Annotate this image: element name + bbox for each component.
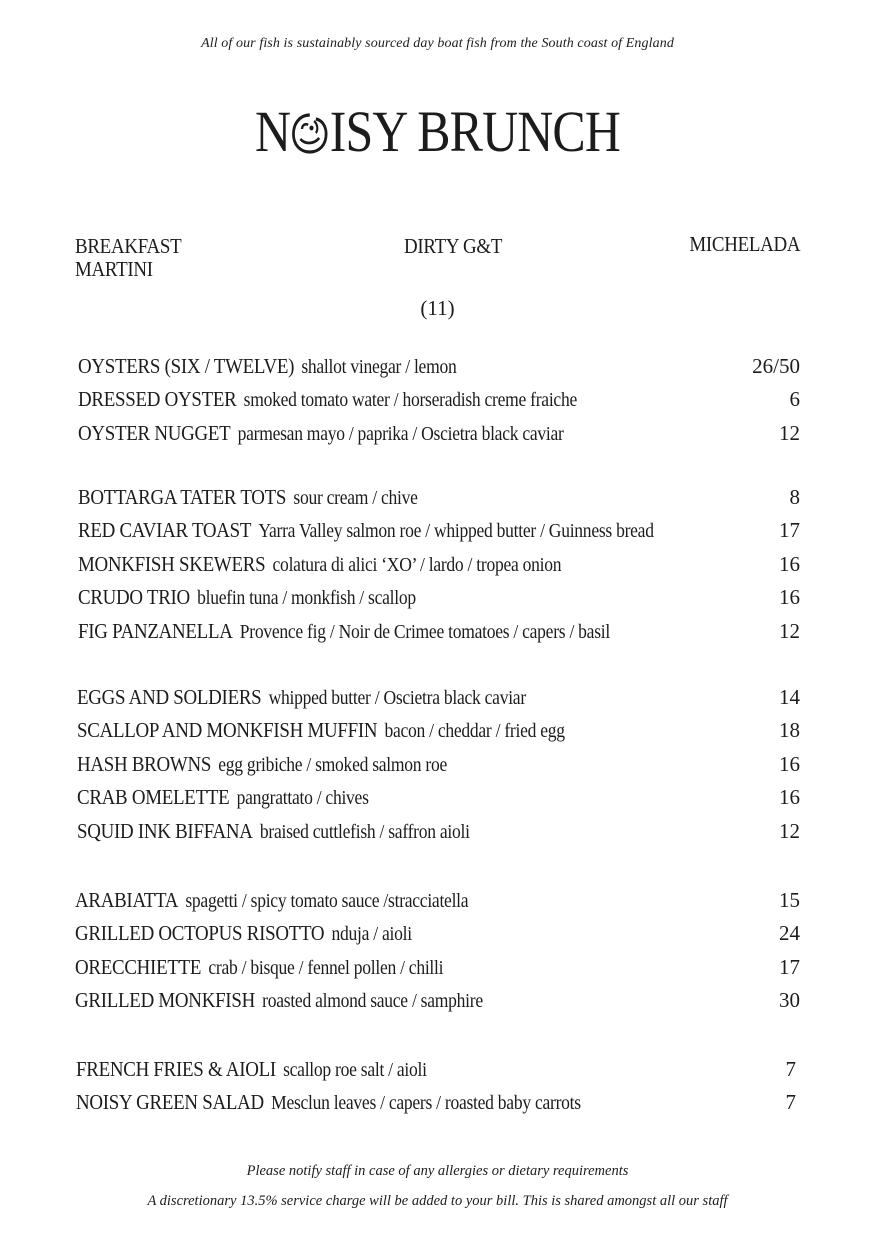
- menu-section-small-plates: [0, 481, 875, 648]
- drink-michelada: MICHELADA: [689, 232, 800, 256]
- menu-row: [0, 481, 875, 514]
- item-price: 12: [779, 818, 800, 843]
- item-name: CRAB OMELETTE: [77, 785, 230, 810]
- drinks-price: (11): [420, 296, 455, 320]
- oyster-logo-icon: [291, 111, 329, 155]
- item-name: OYSTERS (SIX / TWELVE): [78, 354, 295, 378]
- menu-row: [0, 1086, 875, 1119]
- item-description: bacon / cheddar / fried egg: [384, 721, 565, 743]
- service-charge-note: A discretionary 13.5% service charge will be added to your bill. This is shared amongst all our staff: [147, 1193, 728, 1209]
- item-name: ORECCHIETTE: [75, 954, 202, 979]
- menu-row: [0, 884, 875, 917]
- menu-title: [61, 98, 814, 165]
- item-price: 12: [779, 420, 800, 445]
- menu-row: [0, 615, 875, 648]
- menu-row: [0, 748, 875, 781]
- item-price: 7: [785, 1057, 796, 1081]
- menu-section-sides: [0, 1053, 875, 1120]
- item-price: 7: [785, 1090, 796, 1115]
- title-rest: ISY BRUNCH: [329, 99, 620, 164]
- item-name: MONKFISH SKEWERS: [78, 551, 266, 576]
- item-name: NOISY GREEN SALAD: [76, 1090, 264, 1115]
- menu-row: [0, 984, 875, 1017]
- item-description: roasted almond sauce / samphire: [262, 991, 483, 1013]
- item-name: SCALLOP AND MONKFISH MUFFIN: [77, 718, 378, 743]
- item-price: 16: [779, 585, 800, 610]
- menu-row: [0, 1053, 875, 1086]
- item-price: 16: [779, 785, 800, 810]
- item-name: GRILLED OCTOPUS RISOTTO: [75, 921, 325, 946]
- item-name: FRENCH FRIES & AIOLI: [76, 1057, 276, 1081]
- item-name: BOTTARGA TATER TOTS: [78, 485, 287, 509]
- item-name: OYSTER NUGGET: [78, 420, 231, 445]
- item-name: SQUID INK BIFFANA: [77, 818, 253, 843]
- item-description: spagetti / spicy tomato sauce /stracciatella: [185, 891, 469, 912]
- menu-section-mains: [0, 884, 875, 1018]
- item-description: egg gribiche / smoked salmon roe: [218, 754, 448, 776]
- sourcing-note: All of our fish is sustainably sourced day boat fish from the South coast of England: [201, 36, 674, 51]
- item-description: shallot vinegar / lemon: [301, 357, 457, 378]
- item-name: DRESSED OYSTER: [78, 387, 237, 412]
- item-description: pangrattato / chives: [236, 788, 369, 810]
- item-price: 8: [789, 485, 800, 509]
- item-name: ARABIATTA: [75, 888, 179, 912]
- item-price: 16: [779, 551, 800, 576]
- item-description: nduja / aioli: [331, 924, 412, 946]
- item-price: 15: [779, 888, 800, 912]
- item-description: colatura di alici ‘XO’ / lardo / tropea onion: [272, 554, 562, 576]
- item-name: RED CAVIAR TOAST: [78, 518, 252, 543]
- drink-breakfast-martini: BREAKFAST MARTINI: [75, 234, 182, 281]
- item-description: parmesan mayo / paprika / Oscietra black caviar: [237, 423, 564, 445]
- item-name: EGGS AND SOLDIERS: [77, 685, 262, 709]
- drink-dirty-gt: DIRTY G&T: [404, 234, 503, 258]
- item-price: 6: [789, 387, 800, 412]
- item-price: 17: [779, 518, 800, 543]
- item-description: scallop roe salt / aioli: [283, 1060, 427, 1081]
- item-name: HASH BROWNS: [77, 751, 212, 776]
- item-price: 26/50: [752, 354, 800, 378]
- menu-row: [0, 951, 875, 984]
- item-name: CRUDO TRIO: [78, 585, 190, 610]
- item-description: Yarra Valley salmon roe / whipped butter / Guinness bread: [258, 521, 654, 543]
- item-description: Mesclun leaves / capers / roasted baby carrots: [271, 1093, 581, 1115]
- item-description: braised cuttlefish / saffron aioli: [259, 821, 470, 843]
- item-price: 16: [779, 751, 800, 776]
- item-price: 24: [779, 921, 800, 946]
- item-price: 14: [779, 685, 800, 709]
- allergy-note: Please notify staff in case of any allergies or dietary requirements: [246, 1163, 629, 1179]
- title-first-letter: N: [254, 99, 291, 164]
- item-description: whipped butter / Oscietra black caviar: [268, 688, 526, 709]
- item-price: 30: [779, 988, 800, 1013]
- menu-section-brunch: [0, 681, 875, 848]
- menu-row: [0, 917, 875, 950]
- item-name: FIG PANZANELLA: [78, 618, 233, 643]
- item-description: crab / bisque / fennel pollen / chilli: [208, 957, 444, 979]
- item-description: smoked tomato water / horseradish creme fraiche: [243, 390, 577, 412]
- menu-row: [0, 714, 875, 747]
- menu-row: [0, 781, 875, 814]
- menu-row: [0, 815, 875, 848]
- item-price: 18: [779, 718, 800, 743]
- item-description: sour cream / chive: [293, 488, 418, 509]
- menu-row: [0, 383, 875, 416]
- item-price: 17: [779, 954, 800, 979]
- menu-row: [0, 514, 875, 547]
- item-description: bluefin tuna / monkfish / scallop: [197, 588, 416, 610]
- menu-row: [0, 417, 875, 450]
- item-price: 12: [779, 618, 800, 643]
- item-name: GRILLED MONKFISH: [75, 988, 255, 1013]
- menu-row: [0, 681, 875, 714]
- menu-row: [0, 548, 875, 581]
- item-description: Provence fig / Noir de Crimee tomatoes / capers / basil: [239, 621, 610, 643]
- menu-row: [0, 350, 875, 383]
- menu-section-oysters: [0, 350, 875, 450]
- menu-row: [0, 581, 875, 614]
